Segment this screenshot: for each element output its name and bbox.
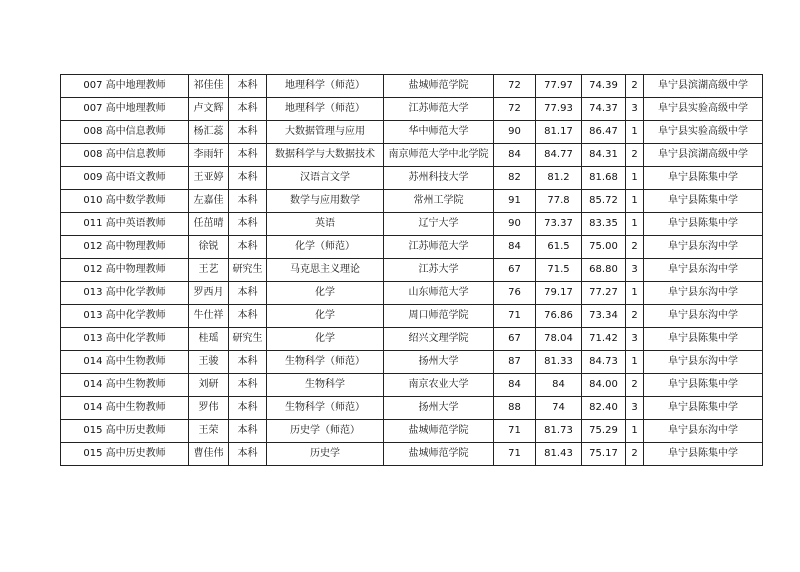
table-row [61,282,763,305]
degree-cell: 本科 [229,420,267,443]
interview-score-cell: 77.97 [536,75,582,98]
rank-cell: 2 [626,374,644,397]
interview-score-cell: 81.43 [536,443,582,466]
table-row [61,167,763,190]
school-cell: 盐城师范学院 [384,443,494,466]
position-cell: 014 高中生物教师 [61,397,189,420]
major-cell: 生物科学（师范） [267,397,384,420]
total-score-cell: 71.42 [582,328,626,351]
degree-cell: 本科 [229,121,267,144]
degree-cell: 本科 [229,213,267,236]
employer-cell: 阜宁县实验高级中学 [644,98,763,121]
total-score-cell: 74.37 [582,98,626,121]
school-cell: 扬州大学 [384,351,494,374]
total-score-cell: 75.17 [582,443,626,466]
results-table [60,74,763,466]
employer-cell: 阜宁县滨湖高级中学 [644,144,763,167]
interview-score-cell: 81.33 [536,351,582,374]
major-cell: 生物科学 [267,374,384,397]
degree-cell: 本科 [229,98,267,121]
interview-score-cell: 76.86 [536,305,582,328]
total-score-cell: 84.73 [582,351,626,374]
interview-score-cell: 73.37 [536,213,582,236]
position-cell: 012 高中物理教师 [61,236,189,259]
position-cell: 013 高中化学教师 [61,305,189,328]
name-cell: 卢文辉 [189,98,229,121]
employer-cell: 阜宁县陈集中学 [644,328,763,351]
major-cell: 化学 [267,328,384,351]
name-cell: 罗西月 [189,282,229,305]
position-cell: 013 高中化学教师 [61,328,189,351]
major-cell: 历史学（师范） [267,420,384,443]
interview-score-cell: 78.04 [536,328,582,351]
employer-cell: 阜宁县陈集中学 [644,190,763,213]
degree-cell: 本科 [229,397,267,420]
employer-cell: 阜宁县滨湖高级中学 [644,75,763,98]
written-score-cell: 71 [494,305,536,328]
major-cell: 化学 [267,305,384,328]
written-score-cell: 67 [494,328,536,351]
written-score-cell: 88 [494,397,536,420]
employer-cell: 阜宁县东沟中学 [644,259,763,282]
table-row [61,213,763,236]
name-cell: 曹佳伟 [189,443,229,466]
written-score-cell: 71 [494,420,536,443]
rank-cell: 1 [626,121,644,144]
school-cell: 绍兴文理学院 [384,328,494,351]
written-score-cell: 90 [494,121,536,144]
rank-cell: 1 [626,351,644,374]
employer-cell: 阜宁县东沟中学 [644,282,763,305]
major-cell: 英语 [267,213,384,236]
major-cell: 马克思主义理论 [267,259,384,282]
interview-score-cell: 74 [536,397,582,420]
interview-score-cell: 77.93 [536,98,582,121]
employer-cell: 阜宁县东沟中学 [644,305,763,328]
school-cell: 盐城师范学院 [384,75,494,98]
employer-cell: 阜宁县陈集中学 [644,374,763,397]
table-row [61,443,763,466]
written-score-cell: 76 [494,282,536,305]
total-score-cell: 73.34 [582,305,626,328]
table-row [61,98,763,121]
table-row [61,328,763,351]
name-cell: 杨汇蕊 [189,121,229,144]
major-cell: 地理科学（师范） [267,75,384,98]
position-cell: 008 高中信息教师 [61,121,189,144]
name-cell: 刘研 [189,374,229,397]
name-cell: 任茁晴 [189,213,229,236]
interview-score-cell: 71.5 [536,259,582,282]
table-row [61,121,763,144]
position-cell: 014 高中生物教师 [61,374,189,397]
major-cell: 化学（师范） [267,236,384,259]
rank-cell: 2 [626,144,644,167]
degree-cell: 本科 [229,305,267,328]
school-cell: 南京师范大学中北学院 [384,144,494,167]
rank-cell: 3 [626,328,644,351]
position-cell: 014 高中生物教师 [61,351,189,374]
school-cell: 山东师范大学 [384,282,494,305]
degree-cell: 本科 [229,167,267,190]
degree-cell: 本科 [229,374,267,397]
rank-cell: 3 [626,259,644,282]
degree-cell: 本科 [229,443,267,466]
name-cell: 桂瑶 [189,328,229,351]
position-cell: 015 高中历史教师 [61,420,189,443]
rank-cell: 3 [626,98,644,121]
major-cell: 地理科学（师范） [267,98,384,121]
total-score-cell: 75.00 [582,236,626,259]
position-cell: 009 高中语文教师 [61,167,189,190]
interview-score-cell: 84 [536,374,582,397]
name-cell: 徐锐 [189,236,229,259]
name-cell: 李雨轩 [189,144,229,167]
position-cell: 013 高中化学教师 [61,282,189,305]
rank-cell: 2 [626,75,644,98]
school-cell: 苏州科技大学 [384,167,494,190]
school-cell: 江苏大学 [384,259,494,282]
table-row [61,190,763,213]
name-cell: 左嘉佳 [189,190,229,213]
school-cell: 盐城师范学院 [384,420,494,443]
rank-cell: 3 [626,397,644,420]
major-cell: 数据科学与大数据技术 [267,144,384,167]
table-row [61,397,763,420]
table-row [61,75,763,98]
name-cell: 王骏 [189,351,229,374]
major-cell: 大数据管理与应用 [267,121,384,144]
table-row [61,236,763,259]
employer-cell: 阜宁县东沟中学 [644,236,763,259]
position-cell: 010 高中数学教师 [61,190,189,213]
table-row [61,305,763,328]
position-cell: 008 高中信息教师 [61,144,189,167]
total-score-cell: 74.39 [582,75,626,98]
name-cell: 王艺 [189,259,229,282]
employer-cell: 阜宁县东沟中学 [644,420,763,443]
rank-cell: 1 [626,190,644,213]
major-cell: 汉语言文学 [267,167,384,190]
degree-cell: 研究生 [229,328,267,351]
major-cell: 历史学 [267,443,384,466]
employer-cell: 阜宁县实验高级中学 [644,121,763,144]
major-cell: 数学与应用数学 [267,190,384,213]
written-score-cell: 72 [494,75,536,98]
written-score-cell: 72 [494,98,536,121]
name-cell: 罗伟 [189,397,229,420]
major-cell: 生物科学（师范） [267,351,384,374]
interview-score-cell: 61.5 [536,236,582,259]
total-score-cell: 86.47 [582,121,626,144]
school-cell: 辽宁大学 [384,213,494,236]
position-cell: 012 高中物理教师 [61,259,189,282]
interview-score-cell: 84.77 [536,144,582,167]
written-score-cell: 84 [494,374,536,397]
school-cell: 江苏师范大学 [384,98,494,121]
table-row [61,259,763,282]
total-score-cell: 75.29 [582,420,626,443]
name-cell: 王荣 [189,420,229,443]
employer-cell: 阜宁县陈集中学 [644,397,763,420]
written-score-cell: 90 [494,213,536,236]
rank-cell: 2 [626,443,644,466]
school-cell: 华中师范大学 [384,121,494,144]
employer-cell: 阜宁县陈集中学 [644,443,763,466]
school-cell: 扬州大学 [384,397,494,420]
rank-cell: 2 [626,305,644,328]
position-cell: 007 高中地理教师 [61,98,189,121]
position-cell: 007 高中地理教师 [61,75,189,98]
name-cell: 王亚婷 [189,167,229,190]
written-score-cell: 87 [494,351,536,374]
interview-score-cell: 79.17 [536,282,582,305]
total-score-cell: 83.35 [582,213,626,236]
written-score-cell: 82 [494,167,536,190]
total-score-cell: 82.40 [582,397,626,420]
name-cell: 祁佳佳 [189,75,229,98]
total-score-cell: 84.00 [582,374,626,397]
total-score-cell: 77.27 [582,282,626,305]
degree-cell: 本科 [229,351,267,374]
written-score-cell: 71 [494,443,536,466]
interview-score-cell: 81.73 [536,420,582,443]
written-score-cell: 91 [494,190,536,213]
major-cell: 化学 [267,282,384,305]
written-score-cell: 67 [494,259,536,282]
interview-score-cell: 77.8 [536,190,582,213]
interview-score-cell: 81.17 [536,121,582,144]
table-row [61,144,763,167]
position-cell: 015 高中历史教师 [61,443,189,466]
total-score-cell: 68.80 [582,259,626,282]
degree-cell: 研究生 [229,259,267,282]
table-row [61,351,763,374]
employer-cell: 阜宁县陈集中学 [644,167,763,190]
rank-cell: 1 [626,213,644,236]
interview-score-cell: 81.2 [536,167,582,190]
total-score-cell: 84.31 [582,144,626,167]
table-body [61,75,763,466]
position-cell: 011 高中英语教师 [61,213,189,236]
employer-cell: 阜宁县陈集中学 [644,213,763,236]
degree-cell: 本科 [229,190,267,213]
degree-cell: 本科 [229,75,267,98]
rank-cell: 2 [626,236,644,259]
school-cell: 周口师范学院 [384,305,494,328]
school-cell: 南京农业大学 [384,374,494,397]
school-cell: 常州工学院 [384,190,494,213]
rank-cell: 1 [626,167,644,190]
name-cell: 牛仕祥 [189,305,229,328]
school-cell: 江苏师范大学 [384,236,494,259]
table-row [61,420,763,443]
degree-cell: 本科 [229,144,267,167]
written-score-cell: 84 [494,236,536,259]
written-score-cell: 84 [494,144,536,167]
rank-cell: 1 [626,282,644,305]
employer-cell: 阜宁县东沟中学 [644,351,763,374]
rank-cell: 1 [626,420,644,443]
total-score-cell: 85.72 [582,190,626,213]
total-score-cell: 81.68 [582,167,626,190]
degree-cell: 本科 [229,236,267,259]
table-row [61,374,763,397]
degree-cell: 本科 [229,282,267,305]
